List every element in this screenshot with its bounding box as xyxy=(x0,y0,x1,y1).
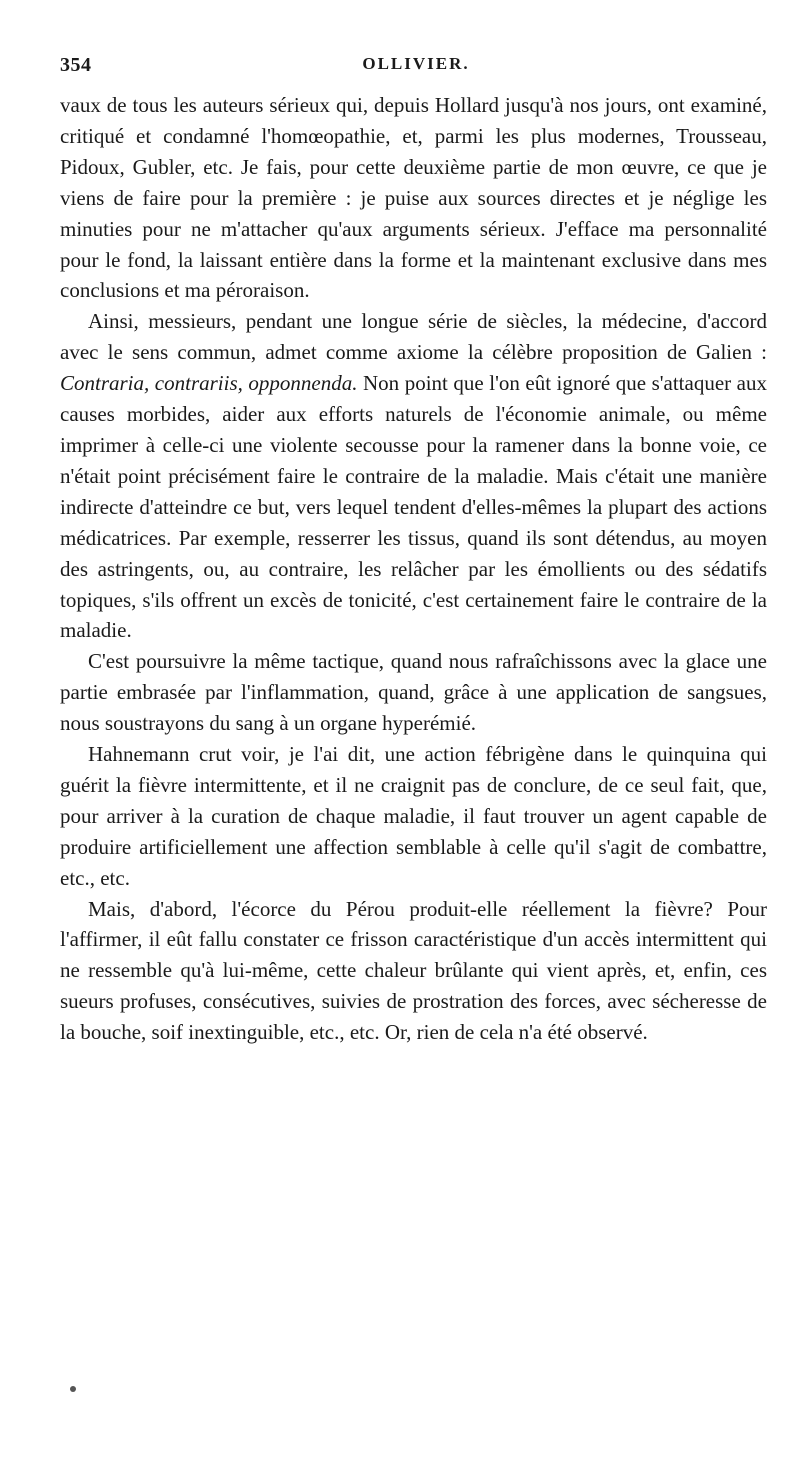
page-header xyxy=(60,54,772,82)
body-text xyxy=(60,90,767,1048)
paragraph-2 xyxy=(60,306,767,646)
paragraph-1: vaux de tous les auteurs sérieux qui, depuis Hollard jusqu'à nos jours, ont examiné, critiqué et condamné l'homœopathie, et, parmi les plus modernes, Trousseau, Pidoux, Gubler, etc. Je fais, pour cette deuxième partie de mon œuvre, ce que je viens de faire pour la première : je puise aux sources directes et je néglige les minuties pour ne m'attacher qu'aux arguments sérieux. J'efface ma personnalité pour le fond, la laissant entière dans la forme et la maintenant exclusive dans mes conclusions et ma péroraison. xyxy=(60,93,767,303)
paragraph-3: C'est poursuivre la même tactique, quand nous rafraîchissons avec la glace une partie embrasée par l'inflammation, quand, grâce à une application de sangsues, nous soustrayons du sang à un organe hyperémié. xyxy=(60,649,767,736)
running-head: OLLIVIER. xyxy=(362,54,470,73)
paragraph-4: Hahnemann crut voir, je l'ai dit, une action fébrigène dans le quinquina qui guérit la fièvre intermittente, et il ne craignit pas de conclure, de ce seul fait, que, pour arriver à la curation de chaque maladie, il faut trouver un agent capable de produire artificiellement une affection semblable à celle qu'il s'agit de combattre, etc., etc. xyxy=(60,742,767,890)
ink-speck xyxy=(70,1386,76,1392)
page-number: 354 xyxy=(60,54,92,76)
paragraph-2-text-before: Ainsi, messieurs, pendant une longue série de siècles, la médecine, d'accord avec le sens commun, admet comme axiome la célèbre proposition de Galien : xyxy=(60,309,767,365)
paragraph-5: Mais, d'abord, l'écorce du Pérou produit-elle réellement la fièvre? Pour l'affirmer, il eût fallu constater ce frisson caractéristique d'un accès intermittent qui ne ressemble qu'à lui-même, cette chaleur brûlante qui vient après, et, enfin, ces sueurs profuses, consécutives, suivies de prostration des forces, avec sécheresse de la bouche, soif inextinguible, etc., etc. Or, rien de cela n'a été observé. xyxy=(60,896,767,1045)
paragraph-2-text-after: Non point que l'on eût ignoré que s'attaquer aux causes morbides, aider aux efforts naturels de l'économie animale, ou même imprimer à celle-ci une violente secousse pour la ramener dans la bonne voie, ce n'était point précisément faire le contraire de la maladie. Mais c'était une manière indirecte d'atteindre ce but, vers lequel tendent d'elles-mêmes la plupart des actions médicatrices. Par exemple, resserrer les tissus, quand ils sont détendus, au moyen des astringents, ou, au contraire, les relâcher par les émollients ou des sédatifs topiques, s'ils offrent un excès de tonicité, c'est certainement faire le contraire de la maladie. xyxy=(60,371,767,643)
galen-quote: Contraria, contrariis, opponnenda. xyxy=(60,371,358,396)
